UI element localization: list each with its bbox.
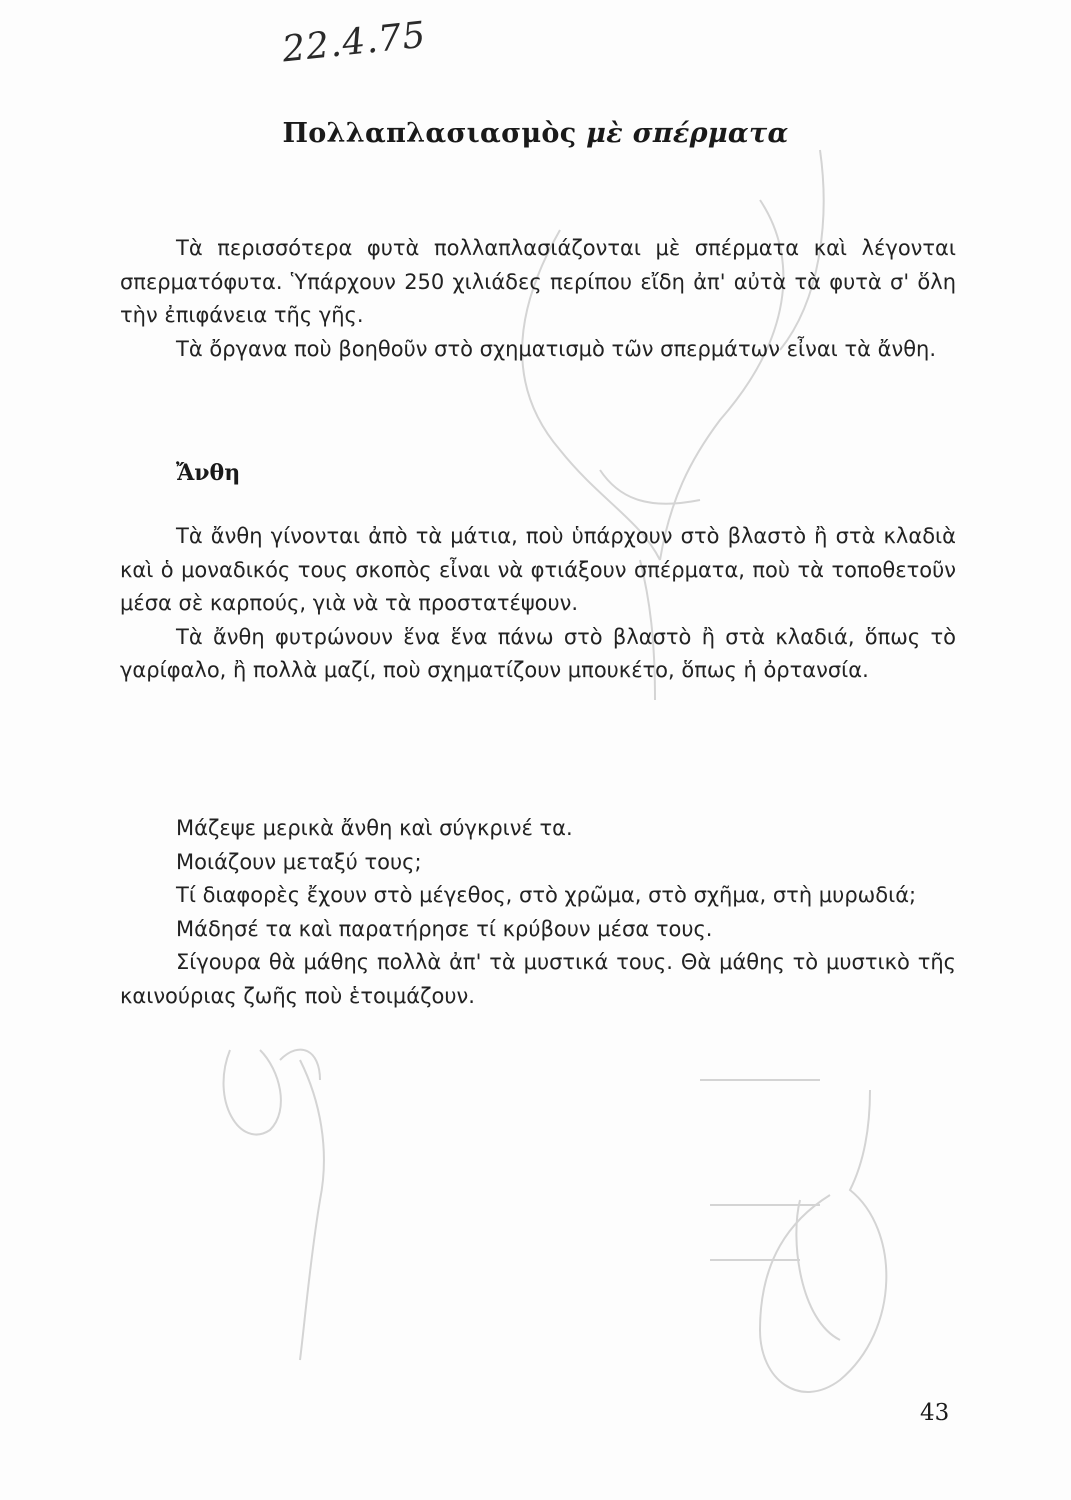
page-title bbox=[0, 118, 1071, 149]
title-emphasis: μὲ σπέρματα bbox=[586, 118, 789, 149]
flowers-section bbox=[120, 520, 956, 688]
intro-section bbox=[120, 232, 956, 366]
activity-section bbox=[120, 812, 956, 1013]
intro-paragraph: Τὰ περισσότερα φυτὰ πολλαπλασιάζονται μὲ σπέρματα καὶ λέγονται σπερματόφυτα. Ὑπάρχουν 250 χιλιάδες περίπου εἴδη ἀπ' αὐτὰ τὰ φυτὰ σ' ὅλη τὴν ἐπιφάνεια τῆς γῆς. bbox=[120, 236, 956, 327]
intro-paragraph: Τὰ ὄργανα ποὺ βοηθοῦν στὸ σχηματισμὸ τῶν σπερμάτων εἶναι τὰ ἄνθη. bbox=[176, 336, 937, 361]
activity-paragraph: Μάδησέ τα καὶ παρατήρησε τί κρύβουν μέσα τους. bbox=[176, 916, 713, 941]
page-number: 43 bbox=[920, 1400, 950, 1426]
activity-paragraph: Τί διαφορὲς ἔχουν στὸ μέγεθος, στὸ χρῶμα, στὸ σχῆμα, στὴ μυρωδιά; bbox=[176, 883, 917, 907]
title-main: Πολλαπλασιασμὸς bbox=[282, 118, 587, 149]
activity-paragraph: Σίγουρα θὰ μάθης πολλὰ ἀπ' τὰ μυστικά τους. Θὰ μάθης τὸ μυστικὸ τῆς καινούριας ζωῆς ποὺ ἑτοιμάζουν. bbox=[120, 950, 956, 1008]
activity-paragraph: Μάζεψε μερικὰ ἄνθη καὶ σύγκρινέ τα. bbox=[176, 816, 573, 840]
activity-paragraph: Μοιάζουν μεταξύ τους; bbox=[176, 849, 422, 874]
handwritten-date-note: 22.4.75 bbox=[280, 14, 429, 71]
section-paragraph: Τὰ ἄνθη γίνονται ἀπὸ τὰ μάτια, ποὺ ὑπάρχουν στὸ βλαστὸ ἢ στὰ κλαδιὰ καὶ ὁ μοναδικός τους σκοπὸς εἶναι νὰ φτιάξουν σπέρματα, ποὺ τὰ τοποθετοῦν μέσα σὲ καρπούς, γιὰ νὰ τὰ προστατέψουν. bbox=[120, 524, 956, 615]
section-heading: Ἄνθη bbox=[176, 460, 241, 486]
section-paragraph: Τὰ ἄνθη φυτρώνουν ἕνα ἕνα πάνω στὸ βλαστὸ ἢ στὰ κλαδιά, ὅπως τὸ γαρίφαλο, ἢ πολλὰ μαζί, ποὺ σχηματίζουν μπουκέτο, ὅπως ἡ ὀρτανσία. bbox=[120, 624, 956, 682]
